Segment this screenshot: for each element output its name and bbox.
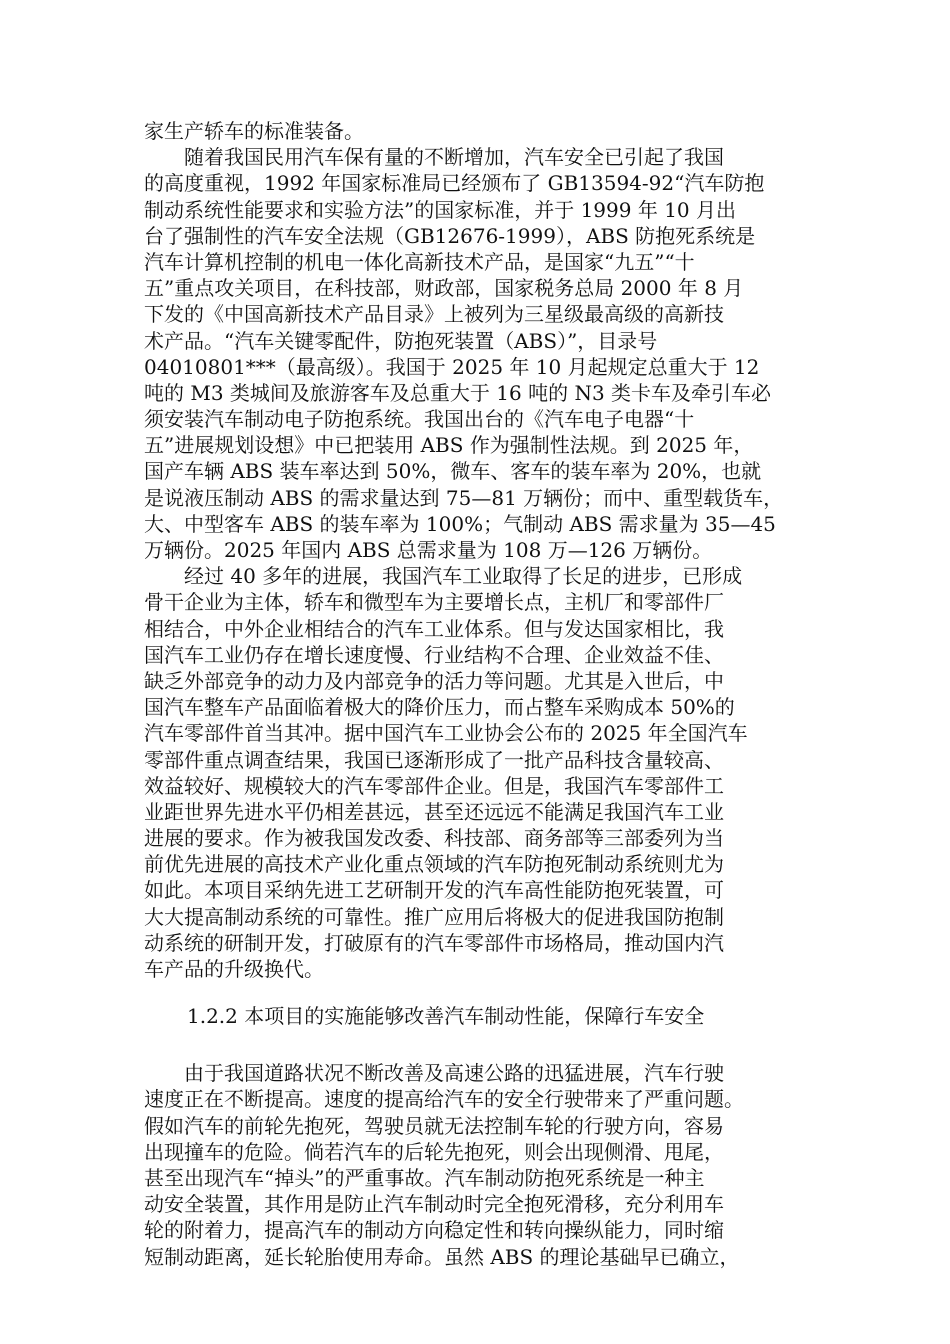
text-line: 万辆份。2025 年国内 ABS 总需求量为 108 万—126 万辆份。 xyxy=(144,538,713,562)
text-line: 业距世界先进水平仍相差甚远，甚至还远远不能满足我国汽车工业 xyxy=(144,799,724,824)
text-line: 轮的附着力，提高汽车的制动方向稳定性和转向操纵能力，同时缩 xyxy=(144,1218,724,1243)
text-line: 五”重点攻关项目，在科技部，财政部，国家税务总局 2000 年 8 月 xyxy=(144,276,744,301)
text-line: 国汽车工业仍存在增长速度慢、行业结构不合理、企业效益不佳、 xyxy=(144,642,724,667)
text-line: 骨干企业为主体，轿车和微型车为主要增长点，主机厂和零部件厂 xyxy=(144,590,724,615)
text-line: 进展的要求。作为被我国发改委、科技部、商务部等三部委列为当 xyxy=(144,826,724,851)
text-line: 相结合，中外企业相结合的汽车工业体系。但与发达国家相比，我 xyxy=(144,616,724,641)
text-line: 汽车零部件首当其冲。据中国汽车工业协会公布的 2025 年全国汽车 xyxy=(144,721,748,746)
text-line: 制动系统性能要求和实验方法”的国家标准，并于 1999 年 10 月出 xyxy=(144,197,737,222)
text-line: 台了强制性的汽车安全法规（GB12676-1999），ABS 防抱死系统是 xyxy=(144,223,756,248)
text-line: 术产品。“汽车关键零配件，防抱死装置（ABS）”，目录号 xyxy=(144,328,658,353)
text-line: 车产品的升级换代。 xyxy=(144,957,324,981)
text-line: 效益较好、规模较大的汽车零部件企业。但是，我国汽车零部件工 xyxy=(144,773,724,798)
text-line: 须安装汽车制动电子防抱系统。我国出台的《汽车电子电器“十 xyxy=(144,407,695,432)
text-line: 经过 40 多年的进展，我国汽车工业取得了长足的进步，已形成 xyxy=(184,564,743,589)
text-line: 04010801***（最高级）。我国于 2025 年 10 月起规定总重大于 12 xyxy=(144,354,760,379)
paragraph-braking-safety xyxy=(144,1060,824,1270)
text-line: 出现撞车的危险。倘若汽车的后轮先抱死，则会出现侧滑、甩尾， xyxy=(144,1139,724,1164)
text-line: 国汽车整车产品面临着极大的降价压力，而占整车采购成本 50%的 xyxy=(144,695,735,720)
text-line: 如此。本项目采纳先进工艺研制开发的汽车高性能防抱死装置，可 xyxy=(144,878,724,903)
text-line: 甚至出现汽车“掉头”的严重事故。汽车制动防抱死系统是一种主 xyxy=(144,1165,705,1190)
heading-spacer xyxy=(144,1049,824,1060)
text-line: 随着我国民用汽车保有量的不断增加，汽车安全已引起了我国 xyxy=(184,145,724,170)
document-page xyxy=(144,118,824,1270)
text-line: 假如汽车的前轮先抱死，驾驶员就无法控制车轮的行驶方向，容易 xyxy=(144,1113,724,1138)
text-line: 短制动距离，延长轮胎使用寿命。虽然 ABS 的理论基础早已确立， xyxy=(144,1244,740,1269)
text-line: 汽车计算机控制的机电一体化高新技术产品，是国家“九五”“十 xyxy=(144,249,695,274)
section-heading: 1.2.2 本项目的实施能够改善汽车制动性能，保障行车安全 xyxy=(187,1003,705,1028)
text-line: 大、中型客车 ABS 的装车率为 100%；气制动 ABS 需求量为 35—45 xyxy=(144,511,776,536)
text-line: 国产车辆 ABS 装车率达到 50%，微车、客车的装车率为 20%，也就 xyxy=(144,459,762,484)
text-line: 由于我国道路状况不断改善及高速公路的迅猛进展，汽车行驶 xyxy=(184,1061,724,1086)
text-line: 的高度重视，1992 年国家标准局已经颁布了 GB13594-92“汽车防抱 xyxy=(144,171,765,196)
text-line: 零部件重点调查结果，我国已逐渐形成了一批产品科技含量较高、 xyxy=(144,747,724,772)
paragraph-industry-development xyxy=(144,563,824,982)
text-line: 家生产轿车的标准装备。 xyxy=(144,119,364,143)
text-line: 是说液压制动 ABS 的需求量达到 75—81 万辆份；而中、重型载货车， xyxy=(144,485,784,510)
text-line: 吨的 M3 类城间及旅游客车及总重大于 16 吨的 N3 类卡车及牵引车必 xyxy=(144,380,772,405)
text-line: 五”进展规划设想》中已把装用 ABS 作为强制性法规。到 2025 年， xyxy=(144,433,754,458)
text-line: 缺乏外部竞争的动力及内部竞争的活力等问题。尤其是入世后，中 xyxy=(144,668,724,693)
text-line: 大大提高制动系统的可靠性。推广应用后将极大的促进我国防抱制 xyxy=(144,904,724,929)
section-heading-block xyxy=(144,982,824,1049)
paragraph-abs-regulation xyxy=(144,144,824,563)
paragraph-continuation xyxy=(144,118,824,144)
text-line: 速度正在不断提高。速度的提高给汽车的安全行驶带来了严重问题。 xyxy=(144,1087,744,1112)
text-line: 下发的《中国高新技术产品目录》上被列为三星级最高级的高新技 xyxy=(144,302,724,327)
text-line: 动系统的研制开发，打破原有的汽车零部件市场格局，推动国内汽 xyxy=(144,930,724,955)
text-line: 前优先进展的高技术产业化重点领域的汽车防抱死制动系统则尤为 xyxy=(144,852,724,877)
text-line: 动安全装置，其作用是防止汽车制动时完全抱死滑移，充分利用车 xyxy=(144,1192,724,1217)
